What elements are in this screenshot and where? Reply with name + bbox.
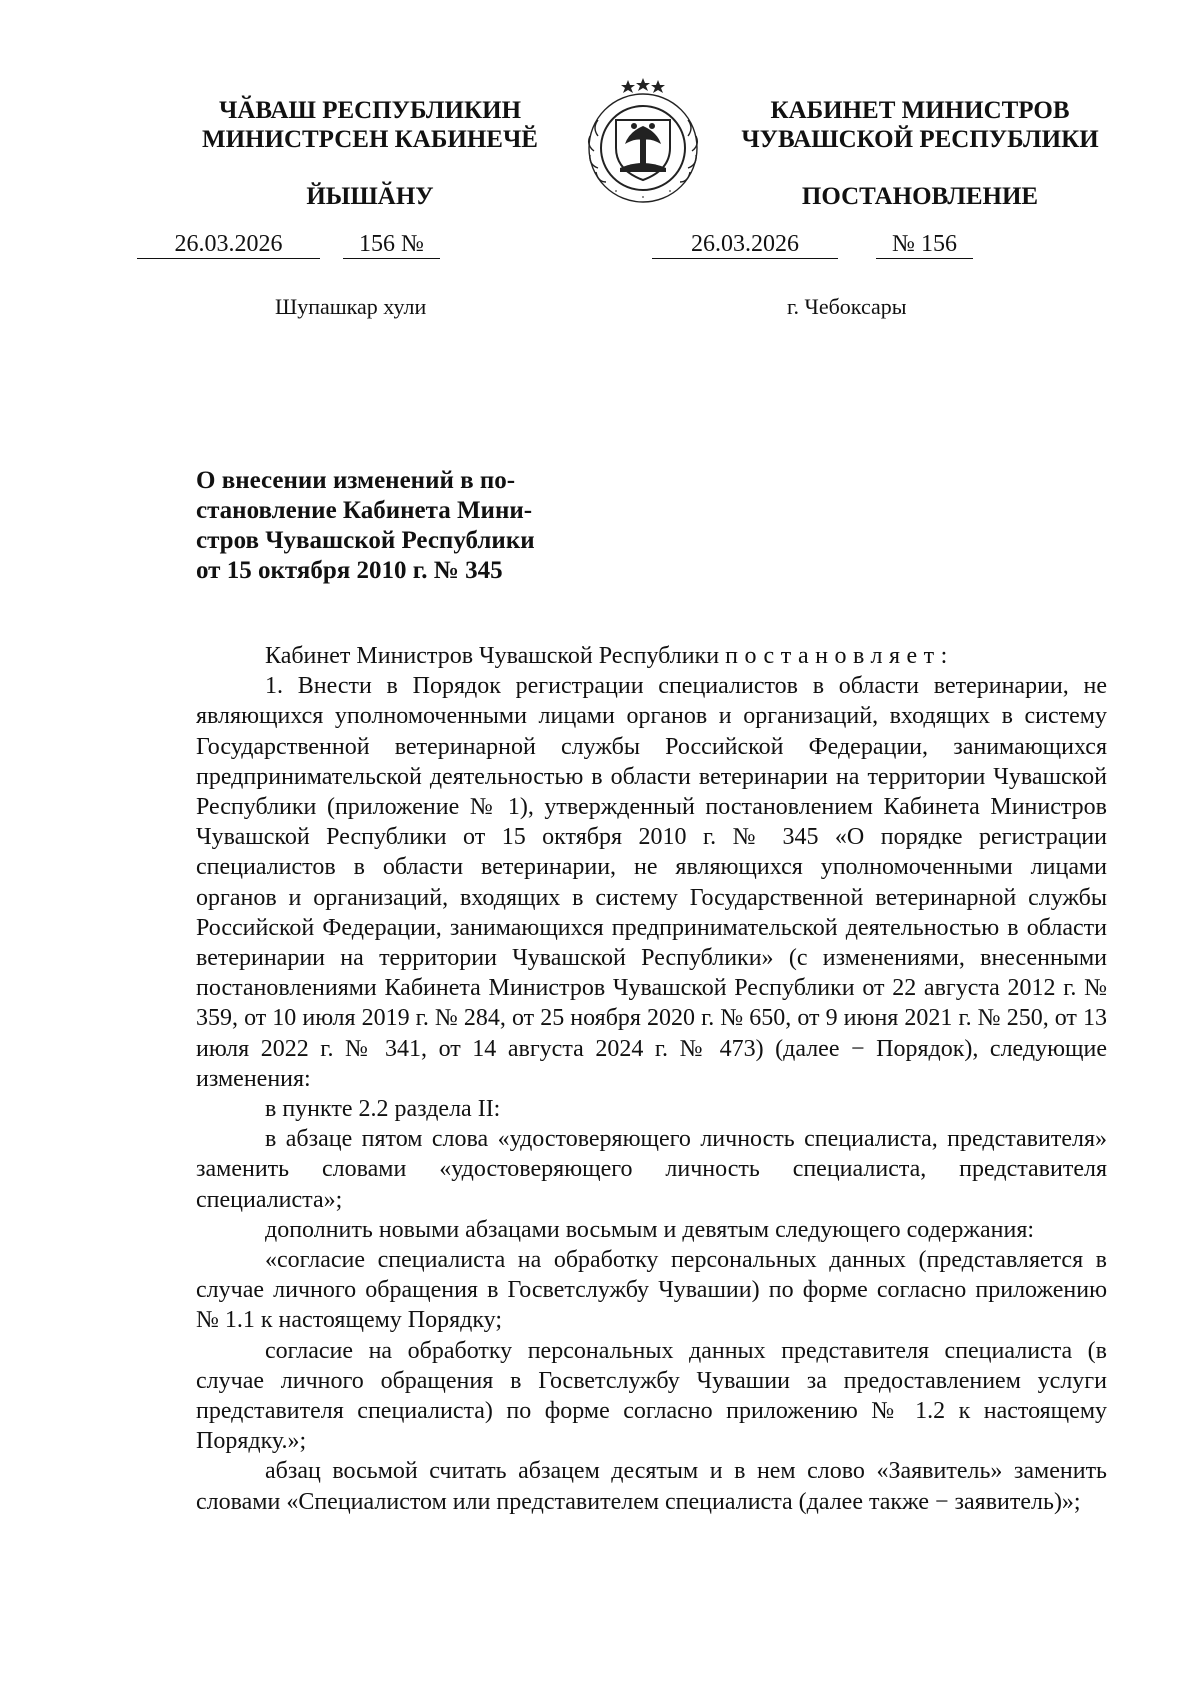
header-left-line2: МИНИСТРСЕН КАБИНЕЧӖ xyxy=(202,126,538,153)
subject-line: становление Кабинета Мини- xyxy=(196,497,533,524)
header-right-title xyxy=(700,96,1140,154)
preamble xyxy=(196,641,1107,671)
document-subject xyxy=(196,466,573,586)
right-number: № 156 xyxy=(876,230,973,259)
body-paragraph: в пункте 2.2 раздела II: xyxy=(265,1096,501,1123)
right-date: 26.03.2026 xyxy=(652,230,838,259)
header-left-line1: ЧӐВАШ РЕСПУБЛИКИН xyxy=(218,97,522,124)
document-body xyxy=(196,641,1107,1517)
left-city: Шупашкар хули xyxy=(275,294,427,319)
left-date: 26.03.2026 xyxy=(137,230,320,259)
body-paragraph: согласие на обработку персональных данных представителя специалиста (в случае личного обращения в Госветслужбу Чувашии за предоставлением услуги представителя специалиста) по форме согласно приложению № 1.2 к настоящему Порядку.»; xyxy=(196,1337,1107,1455)
right-city: г. Чебоксары xyxy=(787,294,907,319)
chuvash-emblem-icon xyxy=(576,76,710,206)
preamble-spaced-verb: постановляет: xyxy=(725,643,954,669)
doc-type-left: ЙЫШӐНУ xyxy=(306,183,434,210)
header-left-title xyxy=(160,96,580,154)
body-paragraph: дополнить новыми абзацами восьмым и девятым следующего содержания: xyxy=(265,1216,1035,1243)
body-paragraph: в абзаце пятом слова «удостоверяющего личность специалиста, представителя» заменить словами «удостоверяющего личность специалиста, представителя специалиста»; xyxy=(196,1126,1107,1213)
header-right-line2: ЧУВАШСКОЙ РЕСПУБЛИКИ xyxy=(741,126,1099,153)
subject-line: от 15 октября 2010 г. № 345 xyxy=(196,557,503,584)
subject-line: О внесении изменений в по- xyxy=(196,467,516,494)
preamble-text: Кабинет Министров Чувашской Республики xyxy=(265,643,726,669)
header-right-line1: КАБИНЕТ МИНИСТРОВ xyxy=(770,97,1070,124)
doc-type-right: ПОСТАНОВЛЕНИЕ xyxy=(801,183,1039,210)
subject-line: стров Чувашской Республики xyxy=(196,527,535,554)
left-number: 156 № xyxy=(343,230,440,259)
body-paragraph: 1. Внести в Порядок регистрации специалистов в области ветеринарии, не являющихся уполномоченными лицами органов и организаций, входящих в систему Государственной ветеринарной службы Российской Федерации, занимающихся предпринимательской деятельностью в области ветеринарии на территории Чувашской Республики (приложение № 1), утвержденный постановлением Кабинета Министров Чувашской Республики от 15 октября 2010 г. № 345 «О порядке регистрации специалистов в области ветеринарии, не являющихся уполномоченными лицами органов и организаций, входящих в систему Государственной ветеринарной службы Российской Федерации, занимающихся предпринимательской деятельностью в области ветеринарии на территории Чувашской Республики» (с изменениями, внесенными постановлениями Кабинета Министров Чувашской Республики от 22 августа 2012 г. № 359, от 10 июля 2019 г. № 284, от 25 ноября 2020 г. № 650, от 9 июня 2021 г. № 250, от 13 июля 2022 г. № 341, от 14 августа 2024 г. № 473) (далее − Порядок), следующие изменения: xyxy=(196,673,1107,1092)
body-paragraph: «согласие специалиста на обработку персональных данных (представляется в случае личного обращения в Госветслужбу Чувашии) по форме согласно приложению № 1.1 к настоящему Порядку; xyxy=(196,1247,1107,1334)
body-paragraph: абзац восьмой считать абзацем десятым и в нем слово «Заявитель» заменить словами «Специалистом или представителем специалиста (далее также − заявитель)»; xyxy=(196,1458,1107,1515)
